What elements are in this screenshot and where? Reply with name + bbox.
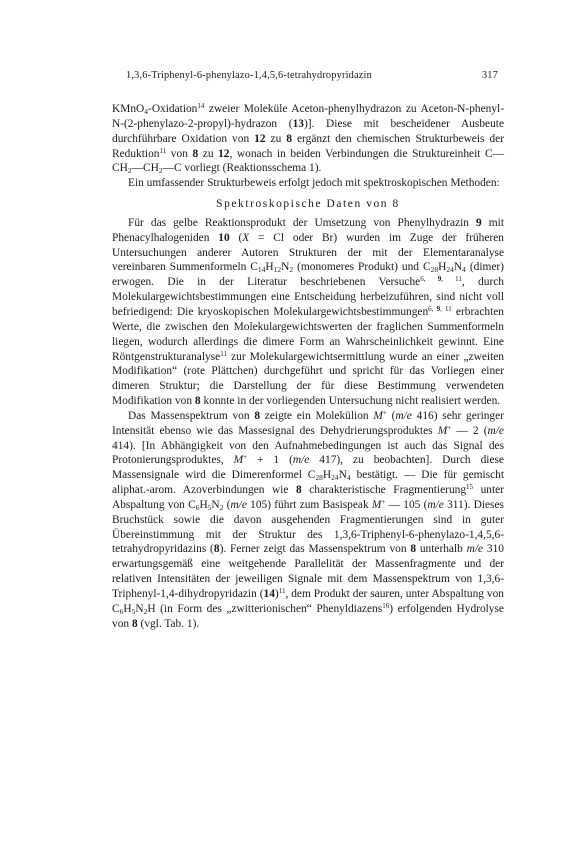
page-number: 317: [481, 70, 498, 81]
paragraph-3: Für das gelbe Reaktionsprodukt der Umsetzung von Phenylhydrazin 9 mit Phenacylhalogeniden 10 (X = Cl oder Br) wurden im Zuge der früheren Untersuchungen anderer Autoren Strukturen der mit der Elementaranalyse vereinbaren Summenformeln $C_{14}H_{12}N_2$ (monomeres Produkt) und $C_{28}H_{24}N_4$ (dimer) erwogen. Die in der Literatur beschriebenen Versuche$^{6, 9, 11}$, durch Molekulargewichtsbestimmungen eine Entscheidung herbeizuführen, sind nicht voll befriedigend: Die kryoskopischen Molekulargewichtsbestimmungen$^{6, 9, 11}$ erbrachten Werte, die zwischen den Molekulargewichtswerten der fraglichen Summenformeln liegen, wodurch allerdings die dimere Form an Wahrscheinlichkeit gewinnt. Eine Röntgenstrukturanalyse$^{11}$ zur Molekulargewichtsermittlung wurde an einer „zweiten Modifikation“ (rote Plättchen) durchgeführt und spricht für das Vorliegen einer dimeren Struktur; die Darstellung der für diese Bestimmung verwendeten Modifikation von 8 konnte in der vorliegenden Untersuchung nicht realisiert werden.: [112, 216, 504, 408]
section-heading: Spektroskopische Daten von 8: [216, 198, 400, 211]
paragraph-1: KMnO$_4$-Oxidation$^{14}$ zweier Moleküle Aceton-phenylhydrazon zu Aceton-N-phenyl-N-(2-phenylazo-2-propyl)-hydrazon (13)]. Diese mit bescheidener Ausbeute durchführbare Oxidation von 12 zu 8 ergänzt den chemischen Strukturbeweis der Reduktion$^{11}$ von 8 zu 12, wonach in beiden Verbindungen die Struktureinheit $C—CH_2—CH_2—C$ vorliegt (Reaktionsschema 1).: [112, 102, 505, 176]
body-text: [112, 102, 504, 632]
paragraph-4: Das Massenspektrum von 8 zeigte ein Molekülion M+ (m/e 416) sehr geringer Intensität ebenso wie das Massesignal des Dehydrierungsproduktes M+ — 2 (m/e 414). [In Abhängigkeit von den Aufnahmebedingungen ist auch das Signal des Protonierungsproduktes, M+ + 1 (m/e 417), zu beobachten]. Durch diese Massensignale wird die Dimerenformel $C_{28}H_{24}N_4$ bestätigt. — Die für gemischt aliphat.-arom. Azoverbindungen wie 8 charakteristische Fragmentierung$^{15}$ unter Abspaltung von $C_6H_5N_2$ (m/e 105) führt zum Basispeak M+ — 105 (m/e 311). Dieses Bruchstück sowie die davon ausgehenden Fragmentierungen sind in guter Übereinstimmung mit der Struktur des 1,3,6-Triphenyl-6-phenylazo-1,4,5,6-tetrahydropyridazins (8). Ferner zeigt das Massenspektrum von 8 unterhalb m/e 310 erwartungsgemäß eine weitgehende Parallelität der Massenfragmente und der relativen Intensitäten der jeweiligen Signale mit dem Massenspektrum von 1,3,6-Triphenyl-1,4-dihydropyridazin $(14)^{11}$, dem Produkt der sauren, unter Abspaltung von $C_6H_5N_2H$ (in Form des „zwitterionischen“ Phenyldiazens$^{16}$) erfolgenden Hydrolyse von 8 (vgl. Tab. 1).: [112, 408, 504, 630]
paragraph-2: Ein umfassender Strukturbeweis erfolgt jedoch mit spektroskopischen Methoden:: [128, 177, 500, 190]
running-title: 1,3,6-Triphenyl-6-phenylazo-1,4,5,6-tetrahydropyridazin: [126, 70, 372, 81]
